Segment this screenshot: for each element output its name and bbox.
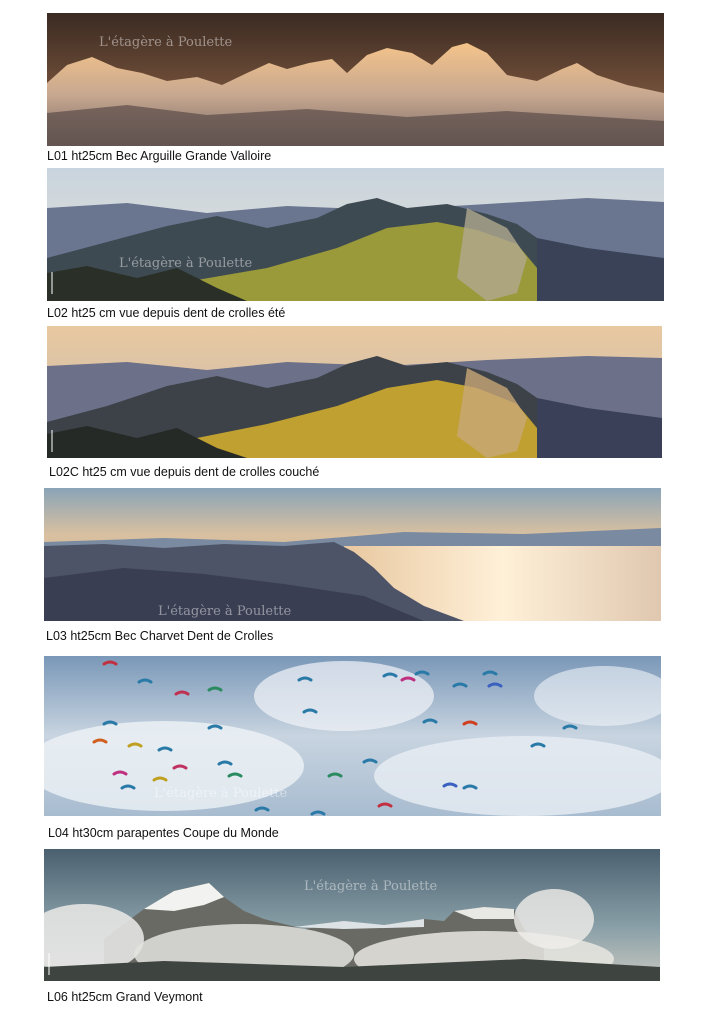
panorama-photo-6 [44,849,660,981]
watermark-text: L'étagère à Poulette [119,256,253,271]
panel-caption-5: L04 ht30cm parapentes Coupe du Monde [48,826,279,840]
cliff-sea-of-clouds-image [44,488,661,621]
panorama-photo-2 [47,168,664,301]
mountain-clouds-image [44,849,660,981]
panel-caption-4: L03 ht25cm Bec Charvet Dent de Crolles [46,629,274,643]
panel-caption-1: L01 ht25cm Bec Arguille Grande Valloire [47,149,272,163]
mountain-sunset-image [47,326,662,458]
watermark-text: L'étagère à Poulette [158,604,292,619]
panel-caption-3: L02C ht25 cm vue depuis dent de crolles couché [49,465,320,479]
mountain-sunset-image [47,13,664,146]
panorama-photo-1 [47,13,664,146]
watermark-text: L'étagère à Poulette [304,879,438,894]
panel-caption-6: L06 ht25cm Grand Veymont [47,990,203,1004]
watermark-text: L'étagère à Poulette [99,35,233,50]
paragliders-sky-image [44,656,661,816]
watermark-text: L'étagère à Poulette [154,786,288,801]
panorama-photo-5 [44,656,661,816]
panel-caption-2: L02 ht25 cm vue depuis dent de crolles été [47,306,286,320]
panorama-photo-4 [44,488,661,621]
mountain-summer-image [47,168,664,301]
panorama-photo-3 [47,326,662,458]
